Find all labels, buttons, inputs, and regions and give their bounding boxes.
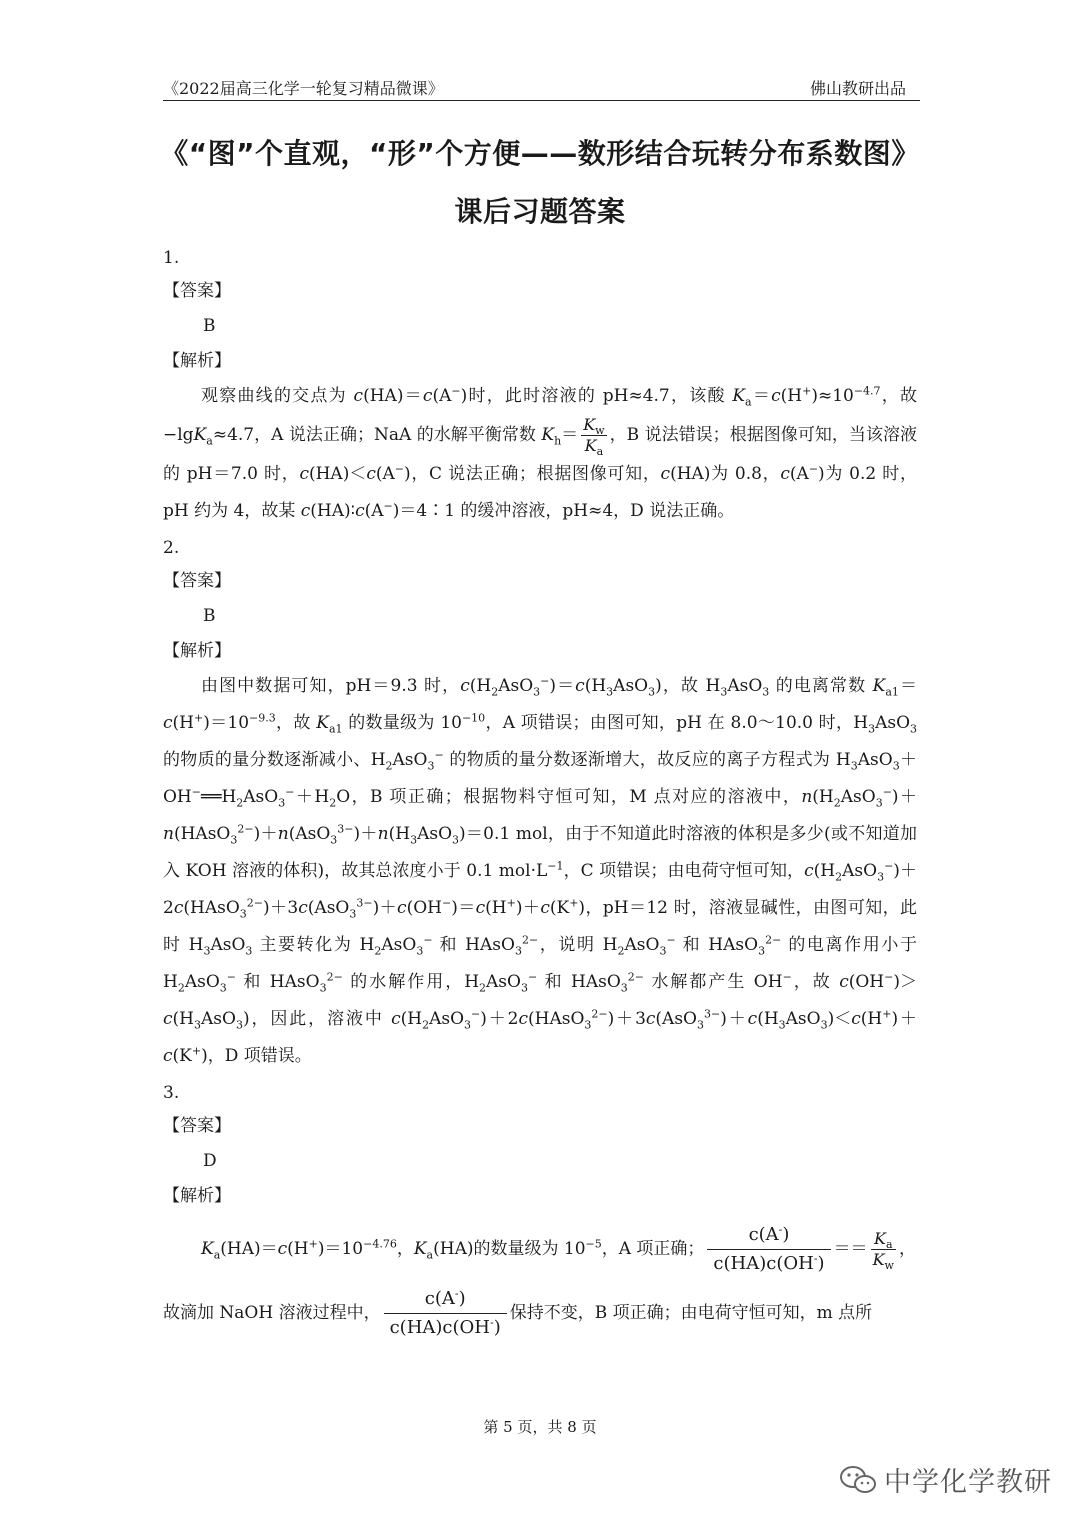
header-publisher: 佛山教研出品 <box>809 79 906 98</box>
answer-label: 【答案】 <box>163 281 231 301</box>
page-footer: 第 5 页，共 8 页 <box>483 1418 597 1436</box>
question-number: 1. <box>163 248 180 268</box>
answer-choice: B <box>203 316 216 336</box>
analysis-text: 故滴加 NaOH 溶液过程中， $\frac{c(A^-)}{c(HA)c(OH^-)}$ 保持不变，B 项正确；由电荷守恒可知，m 点所 <box>163 1287 873 1338</box>
wechat-icon <box>838 1464 878 1496</box>
header-course-title: 《2022届高三化学一轮复习精品微课》 <box>163 79 444 98</box>
question-number: 3. <box>163 1083 180 1103</box>
document-title: 《“图”个直观，“形”个方便——数形结合玩转分布系数图》 <box>160 137 920 170</box>
watermark-text: 中学化学教研 <box>884 1467 1052 1498</box>
page-header <box>163 72 920 101</box>
answer-choice: D <box>203 1151 217 1171</box>
analysis-text: 由图中数据可知，pH＝9.3 时，$c(H_2AsO_3^-)=c(H_3AsO_3)$，故 $H_3AsO_3$ 的电离常数 $K_{a1}=c(H^+)=10^{-9.3}$，故 $K_{a1}$ 的数量级为 $10^{-10}$，A 项错误；由图可知，pH 在 8.0～10.0 时，$H_3AsO_3$ 的物质的量分数逐渐减小、$H_2AsO_3^-$ 的物质的量分数逐渐增大，故反应的离子方程式为 $H_3AsO_3+OH^-══H_2AsO_3^-+H_2O$，B 项正确；根据物料守恒可知，M 点对应的溶液中，$n(H_2AsO_3^-)+n(HAsO_3^{2-})+n(AsO_3^{3-})+n(H_3AsO_3)=0.1$ mol，由于不知道此时溶液的体积是多少(或不知道加入 KOH 溶液的体积)，故其总浓度小于 0.1 $mol\cdot L^{-1}$，C 项错误；由电荷守恒可知，$c(H_2AsO_3^-)+2c(HAsO_3^{2-})+3c(AsO_3^{3-})+c(OH^-)=c(H^+)+c(K^+)$，pH＝12 时，溶液显碱性，由图可知，此时 $H_3AsO_3$ 主要转化为 $H_2AsO_3^-$ 和 HAsO$_3^{2-}$，说明 $H_2AsO_3^-$ 和 HAsO$_3^{2-}$ 的电离作用小于 $H_2AsO_3^-$ 和 HAsO$_3^{2-}$ 的水解作用，$H_2AsO_3^-$ 和 HAsO$_3^{2-}$ 水解都产生 OH−，故 $c(OH^-)>c(H_3AsO_3)$，因此，溶液中 $c(H_2AsO_3^-)+2c(HAsO_3^{2-})+3c(AsO_3^{3-})+c(H_3AsO_3)<c(H^+)+c(K^+)$，D 项错误。 <box>163 674 918 1066</box>
analysis-text: 观察曲线的交点为 c(HA)＝c(A−)时，此时溶液的 pH≈4.7，该酸 $K_a=c(H^+)\approx 10^{-4.7}$，故−lgK$_a$≈4.7，A 说法正确；NaA 的水解平衡常数 $K_h=$ $\frac{K_w}{K_a}$ ，B 说法错误；根据图像可知，当该溶液的 pH＝7.0 时，c(HA)＜c(A−)，C 说法正确；根据图像可知，c(HA)为 0.8，c(A−)为 0.2 时，pH 约为 4，故某 c(HA)∶c(A−)＝4∶1 的缓冲溶液，pH≈4，D 说法正确。 <box>163 384 918 521</box>
watermark <box>838 1460 1058 1500</box>
analysis-label: 【解析】 <box>163 1186 231 1206</box>
answer-label: 【答案】 <box>163 1116 231 1136</box>
analysis-text: $K_a(HA)=c(H^+)=10^{-4.76}$，$K_a(HA)$的数量级为 $10^{-5}$，A 项正确； $\frac{c(A^-)}{c(HA)c(OH^-)}$ ＝＝ $\frac{K_a}{K_w}$ ， <box>201 1223 916 1274</box>
answer-choice: B <box>203 606 216 626</box>
question-number: 2. <box>163 538 180 558</box>
analysis-label: 【解析】 <box>163 351 231 371</box>
document-subtitle: 课后习题答案 <box>454 195 626 228</box>
analysis-label: 【解析】 <box>163 641 231 661</box>
answer-content <box>163 240 917 1343</box>
answer-label: 【答案】 <box>163 571 231 591</box>
